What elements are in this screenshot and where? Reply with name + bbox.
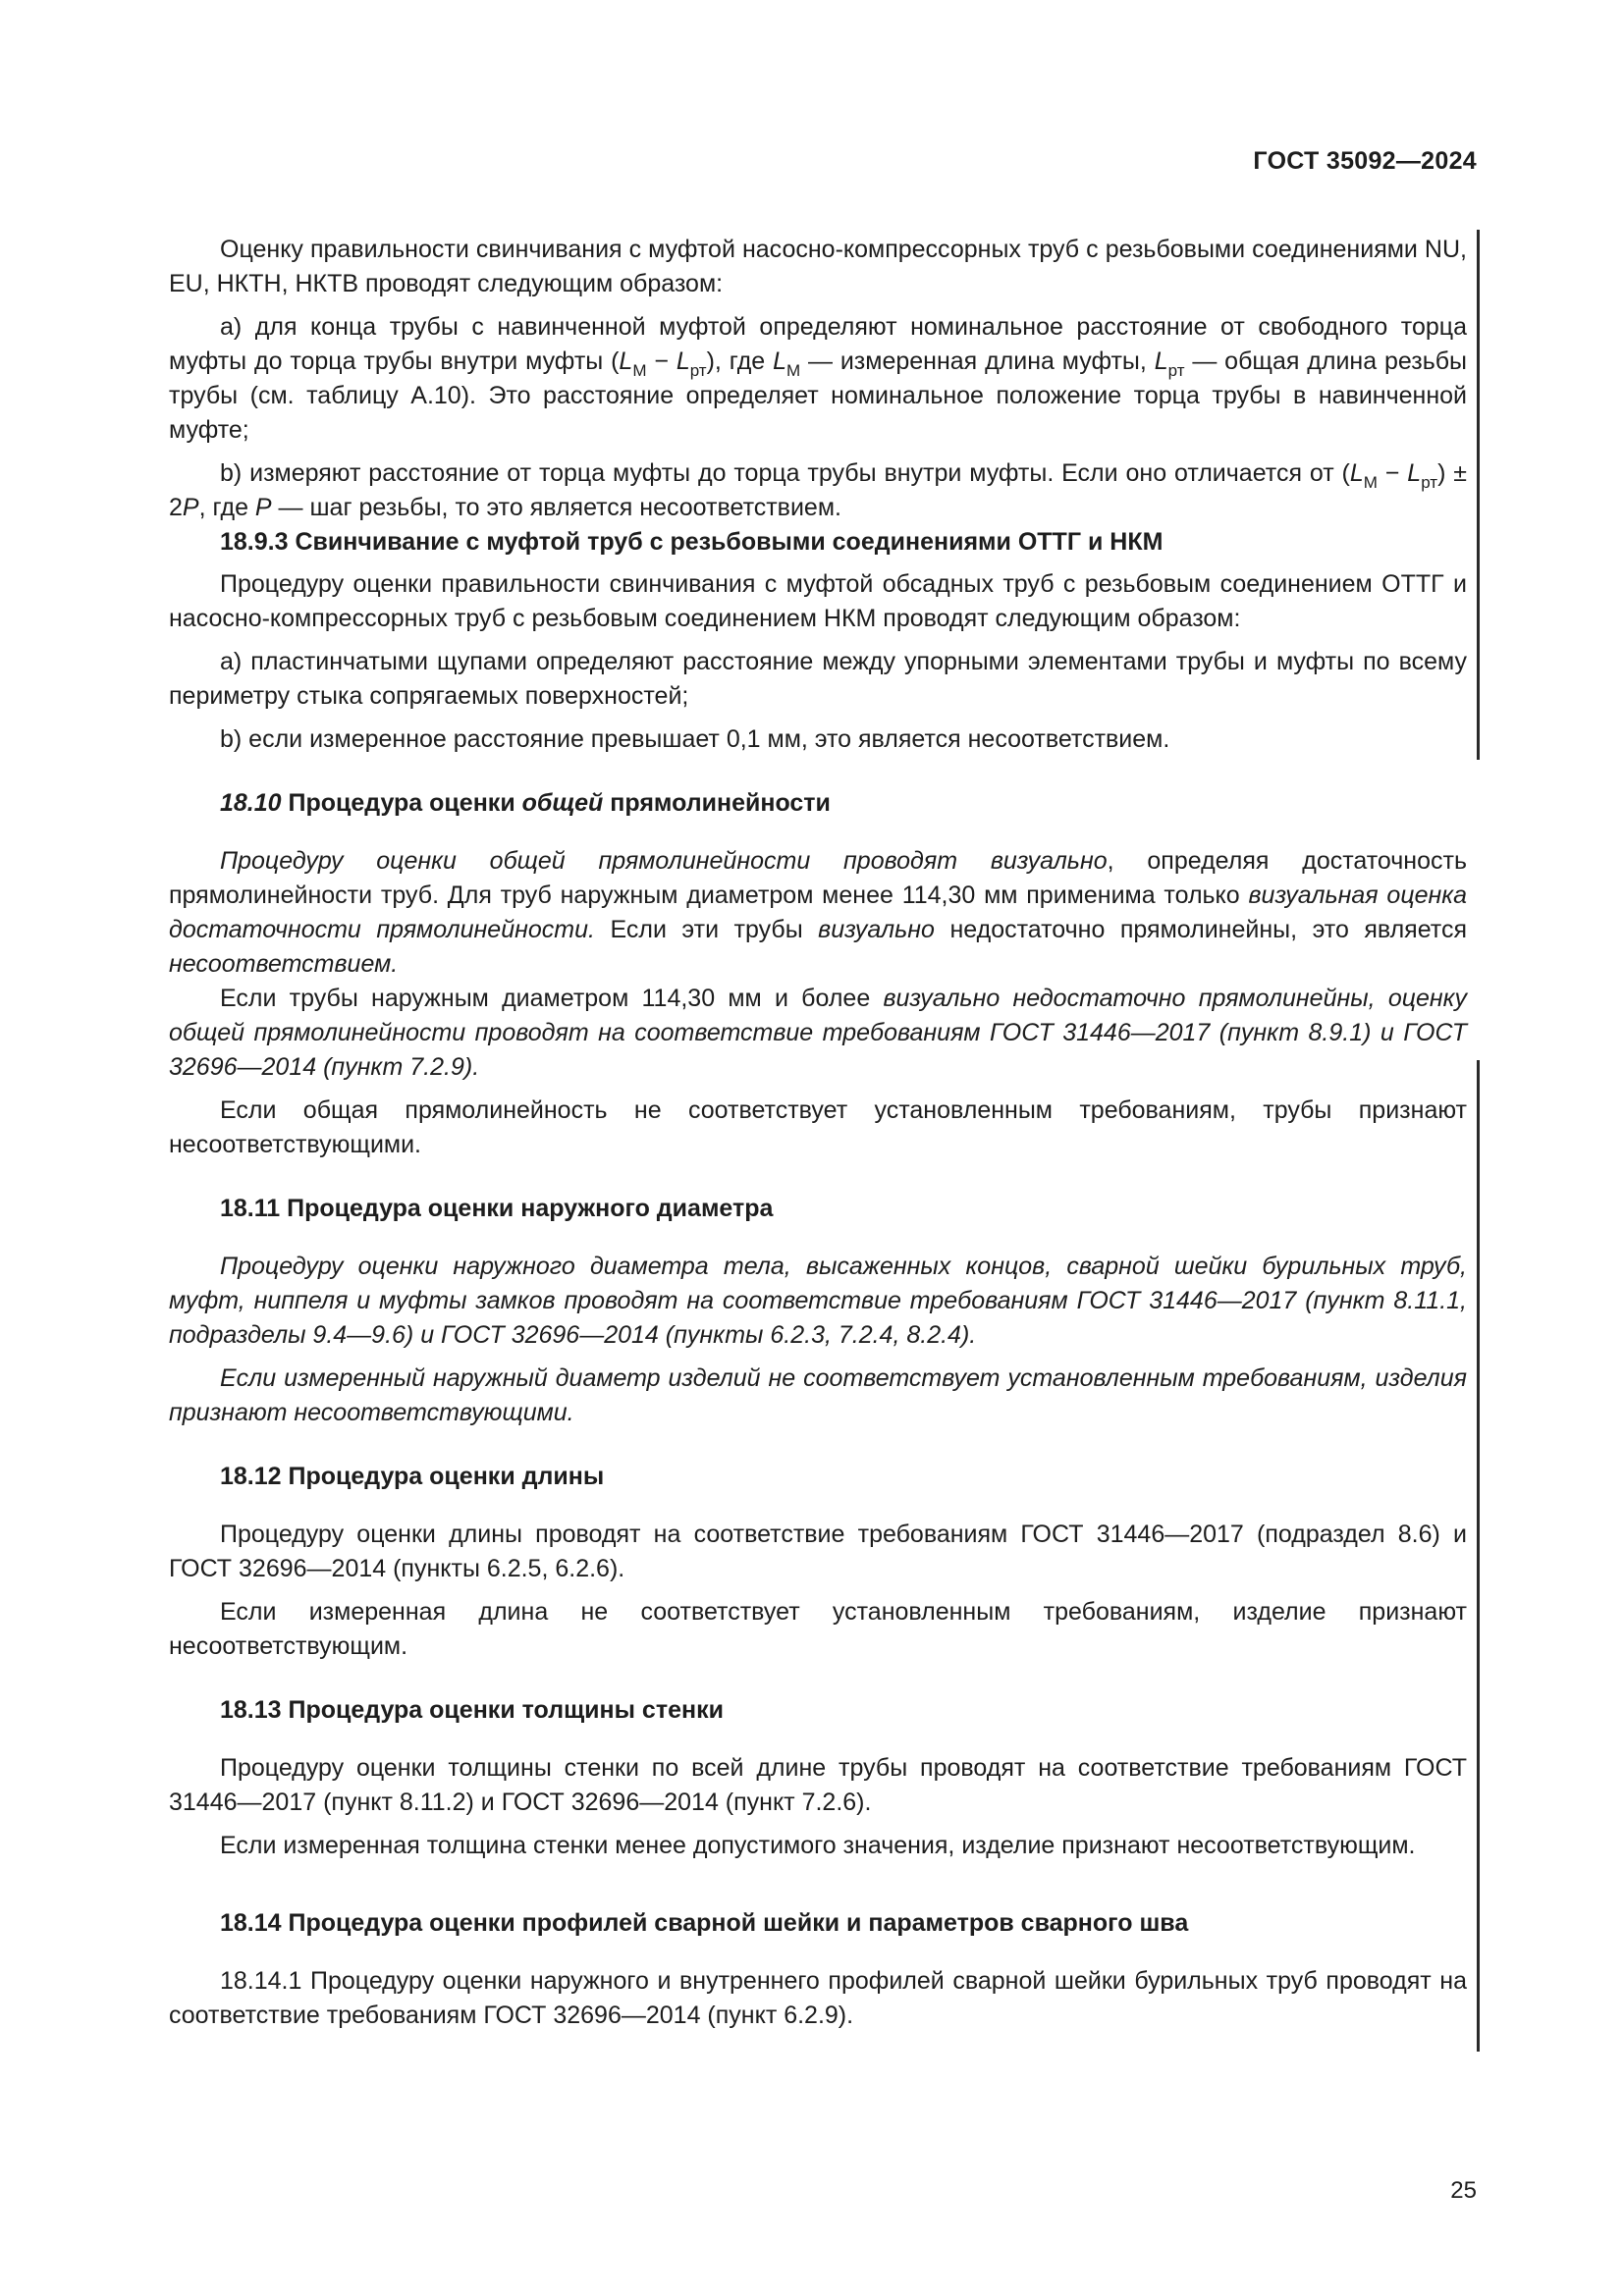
list-item: а) для конца трубы с навинченной муфтой определяют номинальное расстояние от свободного торца муфты до торца трубы внутри муфты $(L_М - L_{рт})$, где $L_М$ — измеренная длина муфты, $L_{рт}$ — общая длина резьбы трубы (см. таблицу А.10). Это расстояние определяет номинальное положение торца трубы в навинченной муфте; [169, 313, 1468, 444]
document-body [169, 233, 1467, 2042]
paragraph: Если трубы наружным диаметром 114,30 мм и более визуально недостаточно прямолинейны, оценку общей прямолинейности проводят на соответствие требованиям ГОСТ 31446—2017 (пункт 8.9.1) и ГОСТ 32696—2014 (пункт 7.2.9). [169, 985, 1467, 1081]
page-number: 25 [1450, 2177, 1477, 2204]
paragraph: Если общая прямолинейность не соответствует установленным требованиям, трубы признают несоответствующими. [169, 1096, 1467, 1158]
list-item: b) если измеренное расстояние превышает 0,1 мм, это является несоответствием. [220, 725, 1170, 753]
section-heading-18-13: 18.13 Процедура оценки толщины стенки [220, 1696, 724, 1724]
paragraph: Процедуру оценки толщины стенки по всей длине трубы проводят на соответствие требованиям ГОСТ 31446—2017 (пункт 8.11.2) и ГОСТ 32696—2014 (пункт 7.2.6). [169, 1754, 1467, 1816]
section-heading-18-9-3: 18.9.3 Свинчивание с муфтой труб с резьбовыми соединениями ОТТГ и НКМ [220, 528, 1164, 556]
paragraph: Если измеренный наружный диаметр изделий не соответствует установленным требованиям, изделия признают несоответствующими. [169, 1364, 1467, 1426]
section-heading-18-14: 18.14 Процедура оценки профилей сварной шейки и параметров сварного шва [220, 1909, 1189, 1937]
list-item: а) пластинчатыми щупами определяют расстояние между упорными элементами трубы и муфты по всему периметру стыка сопрягаемых поверхностей; [169, 648, 1467, 710]
paragraph: Процедуру оценки общей прямолинейности проводят визуально, определяя достаточность прямолинейности труб. Для труб наружным диаметром менее 114,30 мм применима только визуальная оценка достаточности прямолинейности. Если эти трубы визуально недостаточно прямолинейны, это является несоответствием. [169, 847, 1467, 978]
document-code: ГОСТ 35092—2024 [1253, 147, 1477, 175]
list-item: b) измеряют расстояние от торца муфты до торца трубы внутри муфты. Если оно отличается от $(L_М - L_{рт}) \pm 2P$, где P — шаг резьбы, то это является несоответствием. [169, 459, 1467, 521]
paragraph: Процедуру оценки длины проводят на соответствие требованиям ГОСТ 31446—2017 (подраздел 8.6) и ГОСТ 32696—2014 (пункты 6.2.5, 6.2.6). [169, 1521, 1467, 1582]
paragraph: 18.14.1 Процедуру оценки наружного и внутреннего профилей сварной шейки бурильных труб проводят на соответствие требованиям ГОСТ 32696—2014 (пункт 6.2.9). [169, 1967, 1467, 2029]
section-heading-18-12: 18.12 Процедура оценки длины [220, 1463, 605, 1490]
section-heading-18-11: 18.11 Процедура оценки наружного диаметра [220, 1195, 774, 1222]
section-heading-18-10: 18.10 Процедура оценки общей прямолинейности [220, 789, 831, 817]
change-bar [1477, 230, 1480, 760]
change-bar [1477, 1060, 1480, 2052]
paragraph: Процедуру оценки правильности свинчивания с муфтой обсадных труб с резьбовым соединением ОТТГ и насосно-компрессорных труб с резьбовым соединением НКМ проводят следующим образом: [169, 570, 1467, 632]
paragraph: Оценку правильности свинчивания с муфтой насосно-компрессорных труб с резьбовыми соединениями NU, EU, НКТН, НКТВ проводят следующим образом: [169, 236, 1467, 297]
paragraph: Процедуру оценки наружного диаметра тела, высаженных концов, сварной шейки бурильных труб, муфт, ниппеля и муфты замков проводят на соответствие требованиям ГОСТ 31446—2017 (пункт 8.11.1, подразделы 9.4—9.6) и ГОСТ 32696—2014 (пункты 6.2.3, 7.2.4, 8.2.4). [169, 1253, 1467, 1349]
paragraph: Если измеренная длина не соответствует установленным требованиям, изделие признают несоответствующим. [169, 1598, 1467, 1660]
paragraph: Если измеренная толщина стенки менее допустимого значения, изделие признают несоответствующим. [220, 1832, 1416, 1859]
